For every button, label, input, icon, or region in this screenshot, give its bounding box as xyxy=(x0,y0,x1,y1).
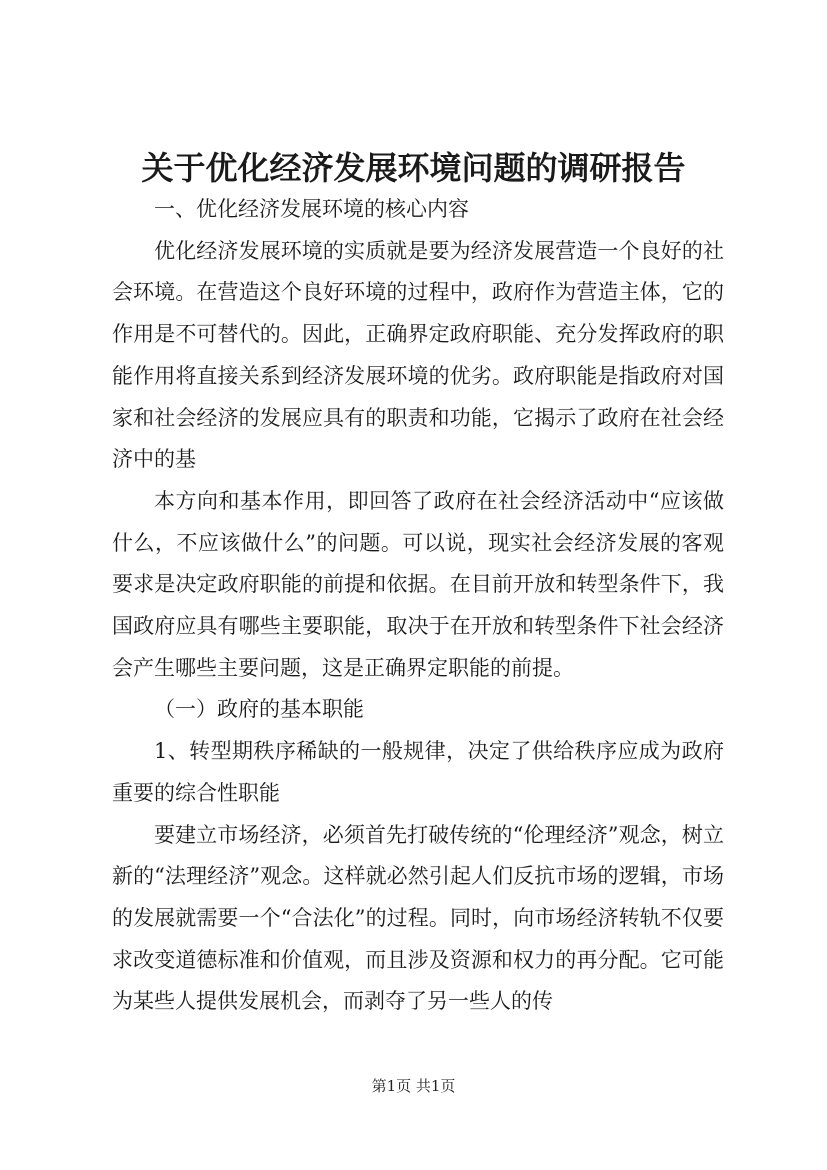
document-title: 关于优化经济发展环境问题的调研报告 xyxy=(141,149,686,187)
section-heading: 一、优化经济发展环境的核心内容 xyxy=(154,197,469,221)
subsection-heading: （一）政府的基本职能 xyxy=(154,697,364,722)
paragraph: 优化经济发展环境的实质就是要为经济发展营造一个良好的社会环境。在营造这个良好环境的过程中，政府作为营造主体，它的作用是不可替代的。因此，正确界定政府职能、充分发挥政府的职能作用将直接关系到经济发展环境的优劣。政府职能是指政府对国家和社会经济的发展应具有的职责和功能，它揭示了政府在社会经济中的基 xyxy=(112,238,724,472)
page-number: 第1页 共1页 xyxy=(371,1077,456,1095)
paragraph: 要建立市场经济，必须首先打破传统的“伦理经济”观念，树立新的“法理经济”观念。这样就必然引起人们反抗市场的逻辑，市场的发展就需要一个“合法化”的过程。同时，向市场经济转轨不仅要求改变道德标准和价值观，而且涉及资源和权力的再分配。它可能为某些人提供发展机会，而剥夺了另一些人的传 xyxy=(112,822,724,1014)
paragraph: 1、转型期秩序稀缺的一般规律，决定了供给秩序应成为政府重要的综合性职能 xyxy=(112,739,724,805)
document-body xyxy=(112,189,724,1023)
paragraph: 本方向和基本作用，即回答了政府在社会经济活动中“应该做什么，不应该做什么”的问题。可以说，现实社会经济发展的客观要求是决定政府职能的前提和依据。在目前开放和转型条件下，我国政府应具有哪些主要职能，取决于在开放和转型条件下社会经济会产生哪些主要问题，这是正确界定职能的前提。 xyxy=(112,488,724,680)
